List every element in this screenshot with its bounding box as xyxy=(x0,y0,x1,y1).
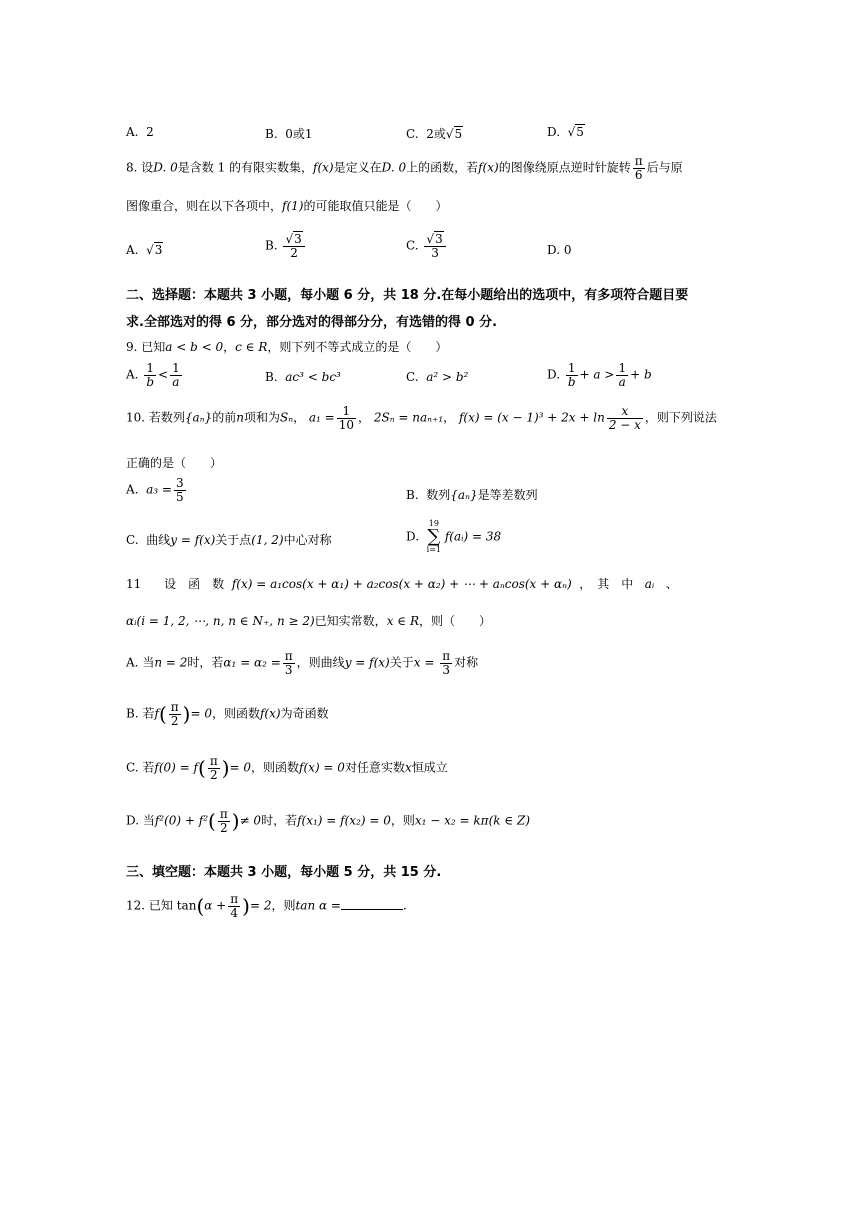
q10-option-c: C. 曲线y = f(x)关于点(1, 2)中心对称 xyxy=(126,533,332,547)
q10-stem-line2: 正确的是（ ） xyxy=(126,456,223,470)
q7-option-d: D. √5 xyxy=(547,125,584,139)
section-2-heading-line1: 二、选择题：本题共 3 小题，每小题 6 分，共 18 分.在每小题给出的选项中，有多项符合题目要 xyxy=(126,288,689,303)
q11-stem-line1: 11 设 函 数 f(x) = a₁cos(x + α₁) + a₂cos(x + α₂) + ⋯ + aₙcos(x + αₙ) ， 其 中 aᵢ 、 xyxy=(126,577,678,591)
q10-option-d: D. 19 ∑ i=1 f(aᵢ) = 38 xyxy=(406,519,502,554)
q8-option-b: B. $\frac{√3}{2}$ xyxy=(265,233,307,259)
q9-option-a: A. $\frac{1}{b}$ < $\frac{1}{a}$ xyxy=(126,361,180,389)
q11-option-b: B. 若f( $\frac{\pi}{2}$ )= 0，则函数f(x)为奇函数 xyxy=(126,700,329,728)
q8-option-a: A. √3 xyxy=(126,243,163,257)
q8-stem-line1: 8. 设D. 0是含数 1 的有限实数集，f(x)是定义在D. 0上的函数，若f(x)的图像绕原点逆时针旋转 $\frac{\pi}{6}$ 后与原 xyxy=(126,154,683,182)
q12-stem: 12. 已知 tan(α + $\frac{\pi}{4}$ )= 2，则tan α = . xyxy=(126,892,407,920)
q11-option-a: A. 当n = 2时，若α₁ = α₂ = $\frac{\pi}{3}$ ，则曲线y = f(x)关于x = $\frac{\pi}{3}$ 对称 xyxy=(126,649,479,677)
q9-stem: 9. 已知a < b < 0，c ∈ R，则下列不等式成立的是（ ） xyxy=(126,340,448,354)
q10-option-b: B. 数列{aₙ}是等差数列 xyxy=(406,488,538,502)
q9-option-c: C. a² > b² xyxy=(406,370,469,384)
summation-symbol: 19 ∑ i=1 xyxy=(426,519,442,554)
q7-option-a: A. 2 xyxy=(126,125,154,139)
q9-option-b: B. ac³ < bc³ xyxy=(265,370,341,384)
section-3-heading: 三、填空题：本题共 3 小题，每小题 5 分，共 15 分. xyxy=(126,865,442,880)
q8-option-d: D. 0 xyxy=(547,243,572,257)
q11-stem-line2: αᵢ(i = 1, 2, ⋯, n, n ∈ N₊, n ≥ 2)已知实常数，x ∈ R，则（ ） xyxy=(126,614,492,628)
section-2-heading-line2: 求.全部选对的得 6 分，部分选对的得部分分，有选错的得 0 分. xyxy=(126,315,498,330)
q7-option-c: C. 2或√5 xyxy=(406,127,463,141)
q10-option-a: A. a₃ = $\frac{3}{5}$ xyxy=(126,476,184,504)
q9-option-d: D. $\frac{1}{b}$ + a > $\frac{1}{a}$ + b xyxy=(547,361,652,389)
fraction-pi-over-6: $\frac{\pi}{6}$ xyxy=(634,154,643,182)
q10-stem-line1: 10. 若数列{aₙ}的前n项和为Sₙ， a₁ = $\frac{1}{10}$ ， 2Sₙ = naₙ₊₁， f(x) = (x − 1)³ + 2x + ln $\frac{x}{2 - x}$ ，则下列说法 xyxy=(126,404,717,432)
q7-option-b: B. 0或1 xyxy=(265,127,313,141)
answer-blank[interactable] xyxy=(341,899,403,910)
q11-option-d: D. 当f²(0) + f²( $\frac{\pi}{2}$ )≠ 0时，若f(x₁) = f(x₂) = 0，则x₁ − x₂ = kπ(k ∈ Z) xyxy=(126,807,531,835)
q8-option-c: C. $\frac{√3}{3}$ xyxy=(406,233,448,259)
q8-stem-line2: 图像重合，则在以下各项中，f(1)的可能取值只能是（ ） xyxy=(126,199,448,213)
q11-option-c: C. 若f(0) = f( $\frac{\pi}{2}$ )= 0，则函数f(x) = 0对任意实数x恒成立 xyxy=(126,754,448,782)
